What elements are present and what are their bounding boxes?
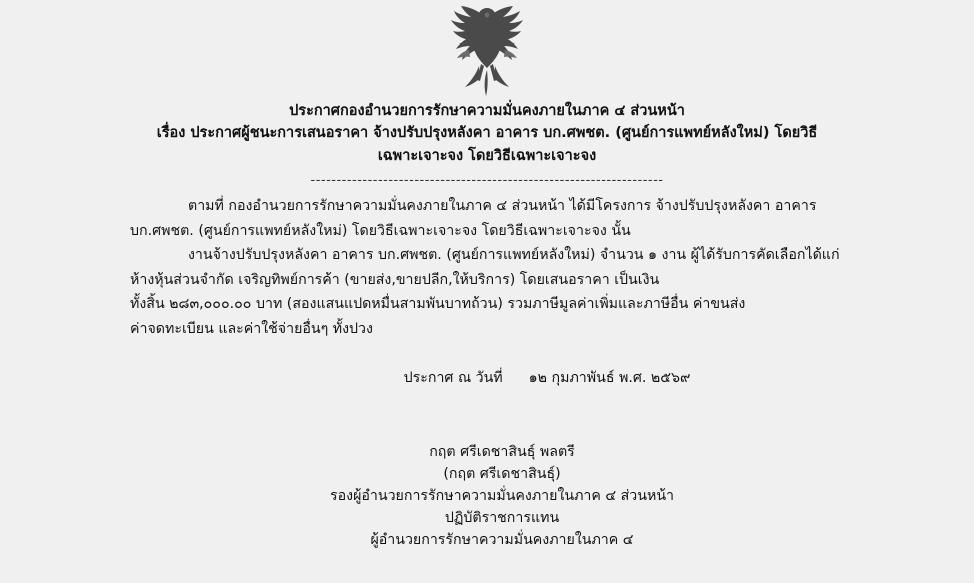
signature-block xyxy=(130,441,844,551)
paragraph-1-text: ตามที่ กองอำนวยการรักษาความมั่นคงภายในภาค ๔ ส่วนหน้า ได้มีโครงการ จ้างปรับปรุงหลังคา อาคาร บก.ศพชต. (ศูนย์การแพทย์หลังใหม่) โดยวิธีเฉพาะเจาะจง โดยวิธีเฉพาะเจาะจง นั้น xyxy=(130,198,817,239)
emblem-container xyxy=(130,0,844,100)
title-divider: -------------------------------------------------------------------- xyxy=(310,173,664,189)
signer-name-parenthetical: (กฤต ศรีเดชาสินธุ์) xyxy=(443,465,561,482)
document-body xyxy=(130,194,844,341)
paragraph-3: ทั้งสิ้น ๒๘๓,๐๐๐.๐๐ บาท (สองแสนแปดหมื่นสามพันบาทถ้วน) รวมภาษีมูลค่าเพิ่มและภาษีอื่น ค่าขนส่ง xyxy=(130,296,746,313)
date-month-year: กุมภาพันธ์ พ.ศ. ๒๕๖๙ xyxy=(551,369,691,386)
date-prefix: ประกาศ ณ วันที่ xyxy=(403,369,503,386)
paragraph-2 xyxy=(130,243,844,292)
date-day: ๑๒ xyxy=(528,369,547,386)
signer-position-2: ปฏิบัติราชการแทน xyxy=(444,509,560,526)
signer-position-3: ผู้อำนวยการรักษาความมั่นคงภายในภาค ๔ xyxy=(370,531,634,548)
announcement-date xyxy=(130,367,844,389)
signer-name: กฤต ศรีเดชาสินธุ์ พลตรี xyxy=(429,443,575,460)
title-line-3: เฉพาะเจาะจง โดยวิธีเฉพาะเจาะจง xyxy=(377,147,597,164)
document-title xyxy=(130,100,844,167)
paragraph-1 xyxy=(130,194,844,243)
paragraph-2-text: งานจ้างปรับปรุงหลังคา อาคาร บก.ศพชต. (ศูนย์การแพทย์หลังใหม่) จำนวน ๑ งาน ผู้ได้รับการคัดเลือกได้แก่ ห้างหุ้นส่วนจำกัด เจริญทิพย์การค้า (ขายส่ง,ขายปลีก,ให้บริการ) โดยเสนอราคา เป็นเงิน xyxy=(130,247,840,288)
title-line-1: ประกาศกองอำนวยการรักษาความมั่นคงภายในภาค ๔ ส่วนหน้า xyxy=(289,103,685,119)
signer-position-1: รองผู้อำนวยการรักษาความมั่นคงภายในภาค ๔ ส่วนหน้า xyxy=(330,487,674,504)
title-line-2: เรื่อง ประกาศผู้ชนะการเสนอราคา จ้างปรับปรุงหลังคา อาคาร บก.ศพชต. (ศูนย์การแพทย์หลังใหม่) โดยวิธี xyxy=(156,125,818,142)
garuda-emblem-icon xyxy=(431,4,543,96)
paragraph-4: ค่าจดทะเบียน และค่าใช้จ่ายอื่นๆ ทั้งปวง xyxy=(130,320,373,337)
